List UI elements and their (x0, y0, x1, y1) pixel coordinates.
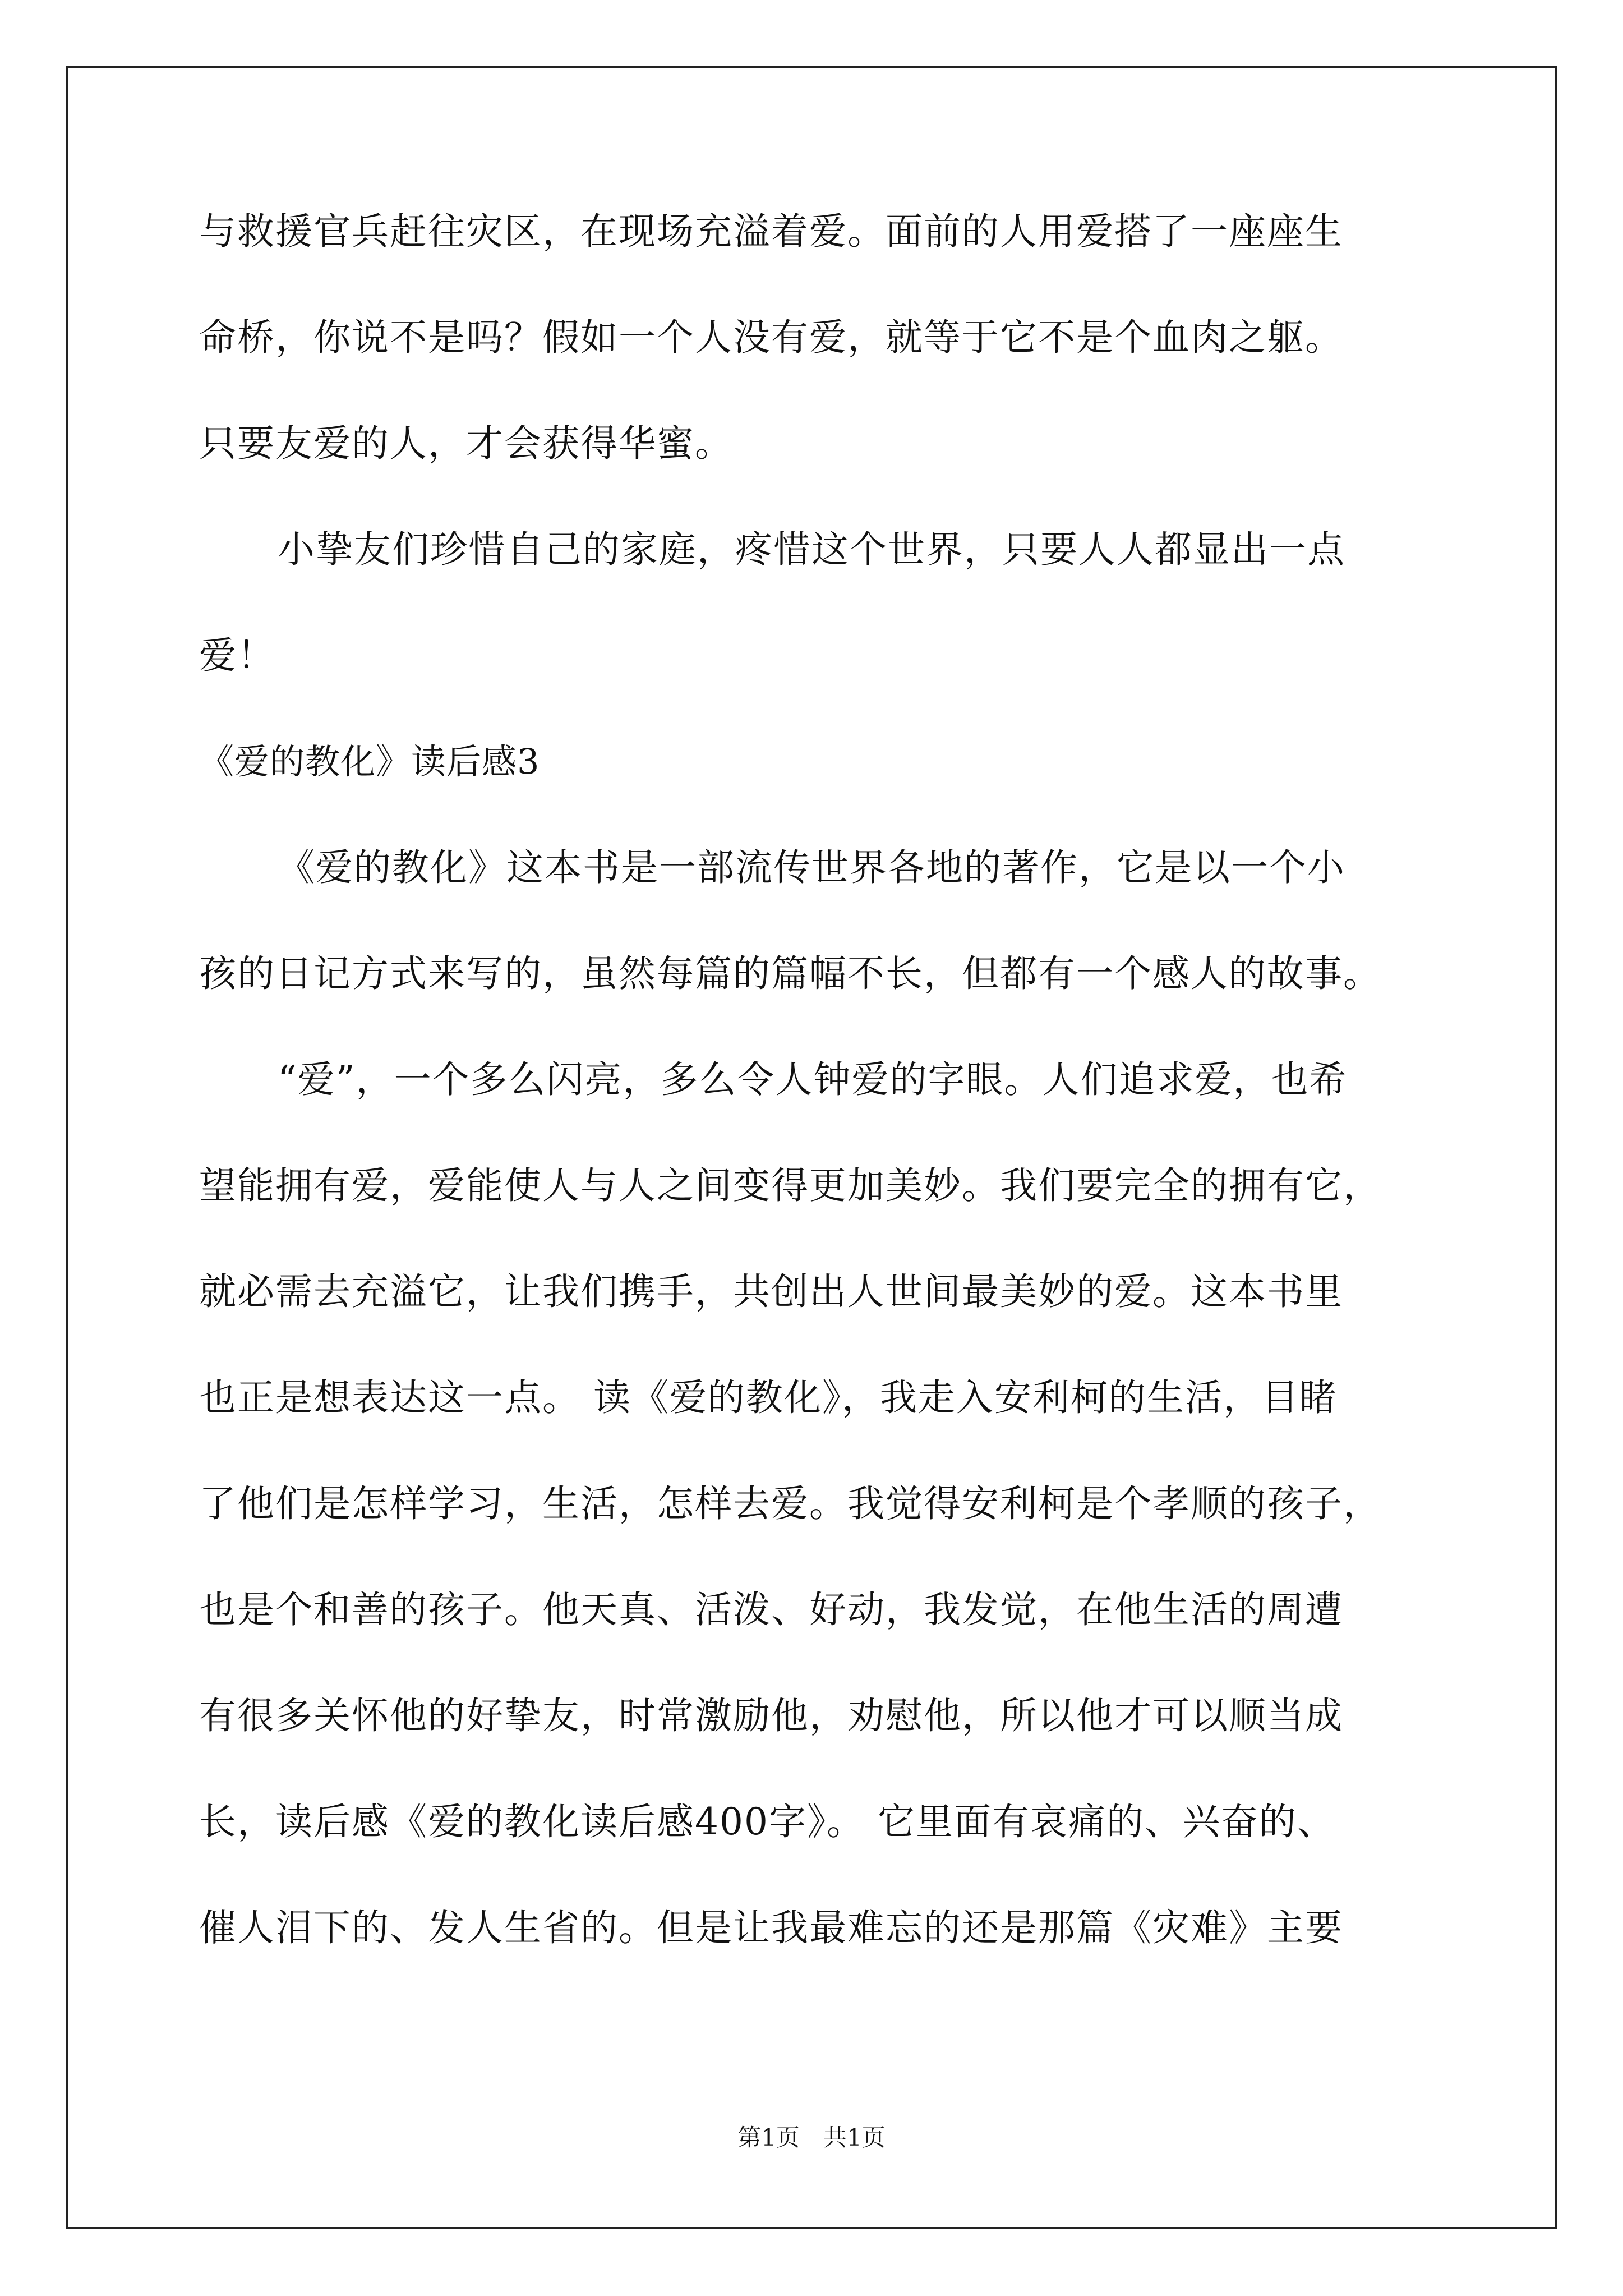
text-line: 孩的日记方式来写的，虽然每篇的篇幅不长，但都有一个感人的故事。 (199, 952, 1381, 995)
document-body (199, 210, 1433, 2016)
text-line: 《爱的教化》这本书是一部流传世界各地的著作，它是以一个小 (278, 846, 1345, 889)
text-line: 望能拥有爱，爱能使人与人之间变得更加美妙。我们要完全的拥有它， (199, 1164, 1381, 1207)
text-line: 也正是想表达这一点。 读《爱的教化》，我走入安利柯的生活，目睹 (199, 1376, 1338, 1419)
section-heading: 《爱的教化》读后感3 (199, 741, 540, 782)
text-line: 长，读后感《爱的教化读后感400字》。 它里面有哀痛的、兴奋的、 (199, 1800, 1335, 1843)
text-line: 就必需去充溢它，让我们携手，共创出人世间最美妙的爱。这本书里 (199, 1270, 1343, 1313)
text-line: 了他们是怎样学习，生活，怎样去爱。我觉得安利柯是个孝顺的孩子， (199, 1482, 1381, 1525)
text-line: 有很多关怀他的好挚友，时常激励他，劝慰他，所以他才可以顺当成 (199, 1694, 1343, 1737)
text-line: 也是个和善的孩子。他天真、活泼、好动，我发觉，在他生活的周遭 (199, 1588, 1343, 1631)
text-line: 只要友爱的人，才会获得华蜜。 (199, 422, 733, 465)
text-line: 小挚友们珍惜自己的家庭，疼惜这个世界，只要人人都显出一点 (278, 528, 1345, 571)
text-line: 爱！ (199, 634, 275, 677)
text-line: 催人泪下的、发人生省的。但是让我最难忘的还是那篇《灾难》主要 (199, 1906, 1343, 1949)
text-line: “爱”，一个多么闪亮，多么令人钟爱的字眼。人们追求爱，也希 (278, 1058, 1348, 1101)
text-line: 命桥，你说不是吗？假如一个人没有爱，就等于它不是个血肉之躯。 (199, 316, 1343, 359)
page-footer: 第1页 共1页 (737, 2124, 886, 2151)
text-line: 与救援官兵赶往灾区，在现场充溢着爱。面前的人用爱搭了一座座生 (199, 210, 1343, 253)
